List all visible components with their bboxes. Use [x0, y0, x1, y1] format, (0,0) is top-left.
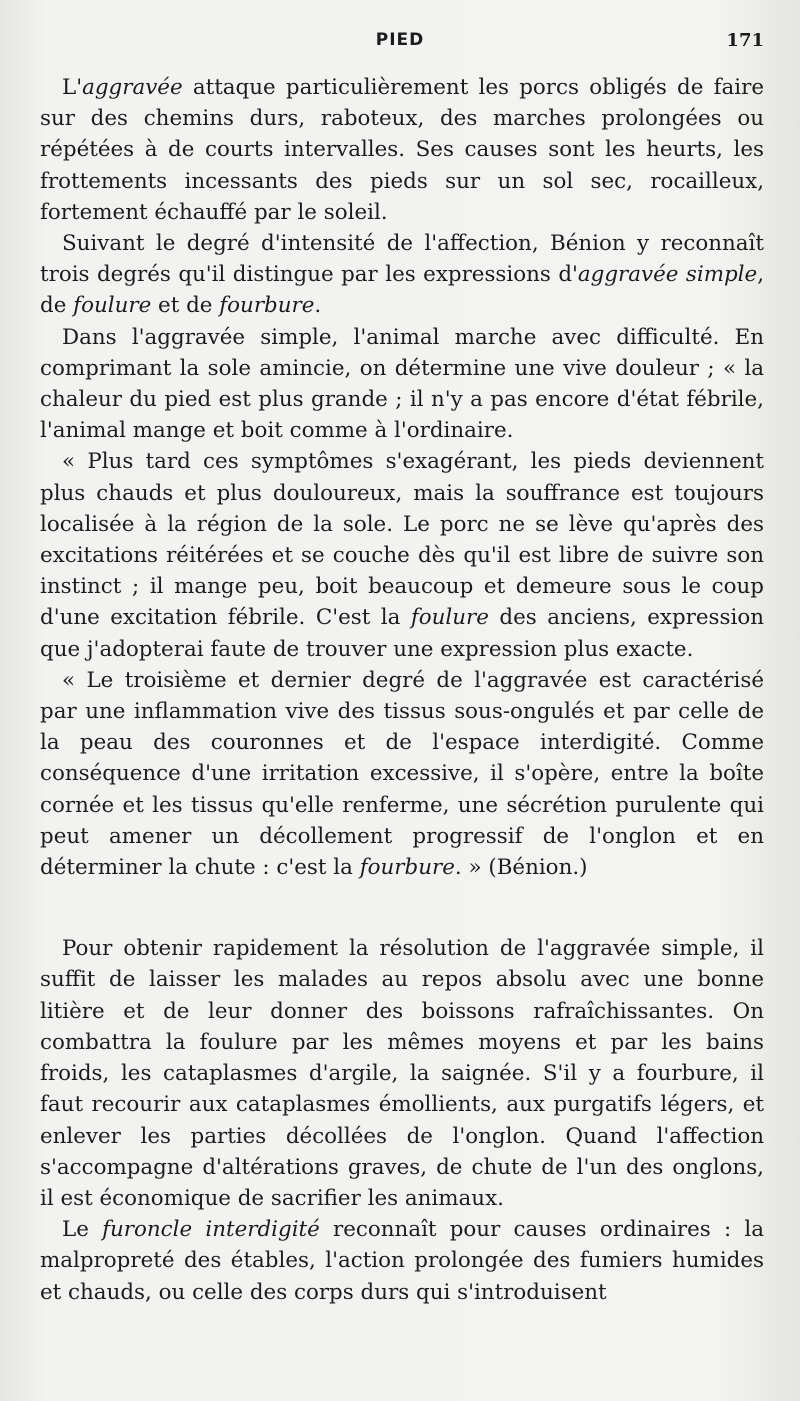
italic-term: foulure — [73, 293, 152, 319]
text-run: « Le troisième et dernier degré de l'aggravée est caractérisé par une inflammation vive des tissus sous-ongulés et par celle de la peau des couronnes et de l'espace interdigité. Comme conséquence d'une irritation excessive, il s'opère, entre la boîte cornée et les tissus qu'elle renferme, une sécrétion purulente qui peut amener un décollement progressif de l'onglon et en déterminer la chute : c'est la — [40, 667, 764, 881]
page-header — [0, 30, 800, 60]
paragraph-aggravee-simple — [40, 322, 764, 447]
italic-term: fourbure — [219, 293, 315, 319]
text-run: et de — [151, 293, 220, 319]
italic-term: furoncle interdigité — [102, 1217, 320, 1243]
paragraph-furoncle — [40, 1214, 764, 1308]
text-run: L' — [62, 75, 83, 100]
text-run: Suivant le degré d'intensité de l'affection, Bénion y reconnaît trois degrés qu'il distingue par les expressions d' — [40, 231, 764, 288]
text-run: . » (Bénion.) — [454, 855, 588, 881]
paragraph-treatment — [40, 933, 764, 1214]
paragraph-aggravee-causes — [40, 72, 764, 228]
italic-term: fourbure — [359, 855, 455, 881]
text-run: des anciens, expression que j'adopterai faute de trouver une expression plus exacte. — [40, 605, 764, 662]
text-run: . — [314, 293, 322, 319]
text-run: , de — [40, 262, 764, 319]
paragraph-foulure — [40, 446, 764, 664]
text-run: reconnaît pour causes ordinaires : la malpropreté des étables, l'action prolongée des fumiers humides et chauds, ou celle des corps durs qui s'introduisent — [40, 1217, 764, 1305]
text-run: attaque particulièrement les porcs obligés de faire sur des chemins durs, raboteux, des marches prolongées ou répétées à de courts intervalles. Ses causes sont les heurts, les frottements incessants des pieds sur un sol sec, rocailleux, fortement échauffé par le soleil. — [40, 75, 764, 225]
paragraph-degrees — [40, 228, 764, 322]
text-run: Dans l'aggravée simple, l'animal marche avec difficulté. En comprimant la sole amincie, on détermine une vive douleur ; « la chaleur du pied est plus grande ; il n'y a pas encore d'état fébrile, l'animal mange et boit comme à l'ordinaire. — [40, 324, 764, 444]
text-run: Pour obtenir rapidement la résolution de l'aggravée simple, il suffit de laisser les malades au repos absolu avec une bonne litière et de leur donner des boissons rafraîchissantes. On combattra la foulure par les mêmes moyens et par les bains froids, les cataplasmes d'argile, la saignée. S'il y a fourbure, il faut recourir aux cataplasmes émollients, aux purgatifs légers, et enlever les parties décollées de l'onglon. Quand l'affection s'accompagne d'altérations graves, de chute de l'un des onglons, il est économique de sacrifier les animaux. — [40, 936, 764, 1211]
text-run: Le — [62, 1217, 103, 1243]
italic-term: foulure — [410, 605, 489, 631]
text-run: « Plus tard ces symptômes s'exagérant, les pieds deviennent plus chauds et plus douloureux, mais la souffrance est toujours localisée à la région de la sole. Le porc ne se lève qu'après des excitations réitérées et se couche dès qu'il est libre de suivre son instinct ; il mange peu, boit beaucoup et demeure sous le coup d'une excitation fébrile. C'est la — [40, 449, 764, 631]
italic-term: aggravée — [82, 75, 183, 100]
running-title: PIED — [375, 30, 425, 50]
body-text — [40, 72, 764, 1308]
italic-term: aggravée simple — [577, 262, 758, 288]
paragraph-fourbure — [40, 665, 764, 883]
page-number: 171 — [726, 30, 764, 51]
